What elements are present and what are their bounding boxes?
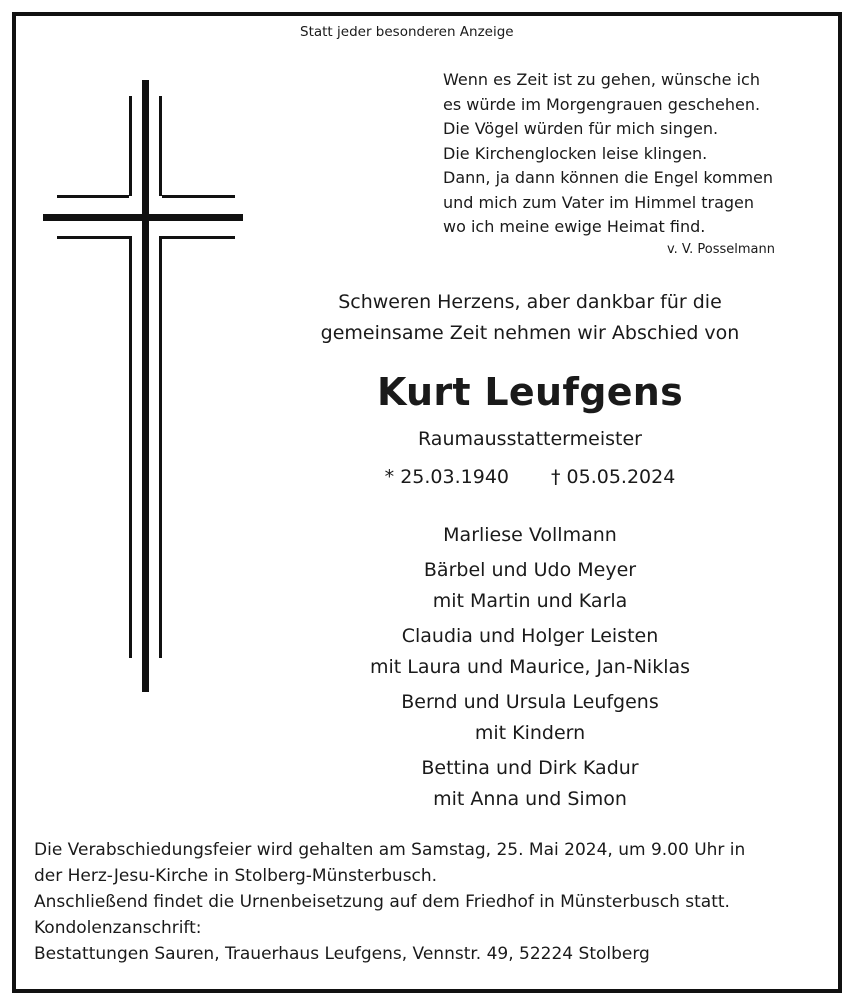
mourner-line: Claudia und Holger Leisten [401,624,659,647]
mourner-group [280,555,780,618]
poem-line: Die Kirchenglocken leise klingen. [443,143,708,163]
poem-line: es würde im Morgengrauen geschehen. [443,94,761,114]
service-line: der Herz-Jesu-Kirche in Stolberg-Münsterbusch. [34,866,438,886]
poem-author: v. V. Posselmann [666,242,775,257]
service-details [34,837,824,967]
life-dates [280,466,780,488]
cross-horizontal-top-left [57,195,129,198]
poem-line: Wenn es Zeit ist zu gehen, wünsche ich [443,70,760,89]
deceased-name: Kurt Leufgens [376,370,684,414]
mourner-group [280,687,780,750]
intro-text [280,287,780,349]
poem-line: und mich zum Vater im Himmel tragen [443,192,755,212]
cross-vertical-center [142,80,149,692]
cross-vertical-right-bottom [159,236,162,658]
mourner-line: mit Laura und Maurice, Jan-Niklas [369,656,691,678]
mourner-group [280,753,780,816]
poem-line: Die Vögel würden für mich singen. [443,119,719,138]
intro-line: gemeinsame Zeit nehmen wir Abschied von [320,322,740,344]
death-date: † 05.05.2024 [551,466,676,488]
cross-horizontal-top-right [162,195,235,198]
cross-icon [43,80,243,692]
mourner-group [280,520,780,552]
mourner-line: Bettina und Dirk Kadur [421,756,639,779]
condolence-address: Bestattungen Sauren, Trauerhaus Leufgens, Vennstr. 49, 52224 Stolberg [34,944,650,964]
poem [443,68,773,240]
header-note: Statt jeder besonderen Anzeige [300,24,514,40]
mourner-line: mit Anna und Simon [433,788,627,810]
mourner-line: Bärbel und Udo Meyer [423,558,637,581]
condolence-label: Kondolenzanschrift: [34,918,202,938]
mourner-group [280,621,780,684]
cross-vertical-left-bottom [129,236,132,658]
intro-line: Schweren Herzens, aber dankbar für die [338,291,722,313]
cross-horizontal-bottom-left [57,236,132,239]
cross-horizontal-bottom-right [159,236,235,239]
burial-line: Anschließend findet die Urnenbeisetzung auf dem Friedhof in Münsterbusch statt. [34,892,730,912]
poem-line: wo ich meine ewige Heimat find. [443,217,706,236]
cross-vertical-left-top [129,96,132,196]
mourners-list [280,520,780,819]
birth-date: * 25.03.1940 [384,466,509,488]
mourner-line: Bernd und Ursula Leufgens [401,690,659,713]
cross-vertical-right-top [159,96,162,196]
service-line: Die Verabschiedungsfeier wird gehalten am Samstag, 25. Mai 2024, um 9.00 Uhr in [34,840,746,860]
mourner-line: mit Kindern [474,722,586,744]
cross-horizontal-center [43,214,243,221]
poem-line: Dann, ja dann können die Engel kommen [443,168,774,187]
mourner-line: mit Martin und Karla [432,590,628,612]
deceased-title: Raumausstattermeister [418,428,642,450]
mourner-line: Marliese Vollmann [443,524,617,546]
